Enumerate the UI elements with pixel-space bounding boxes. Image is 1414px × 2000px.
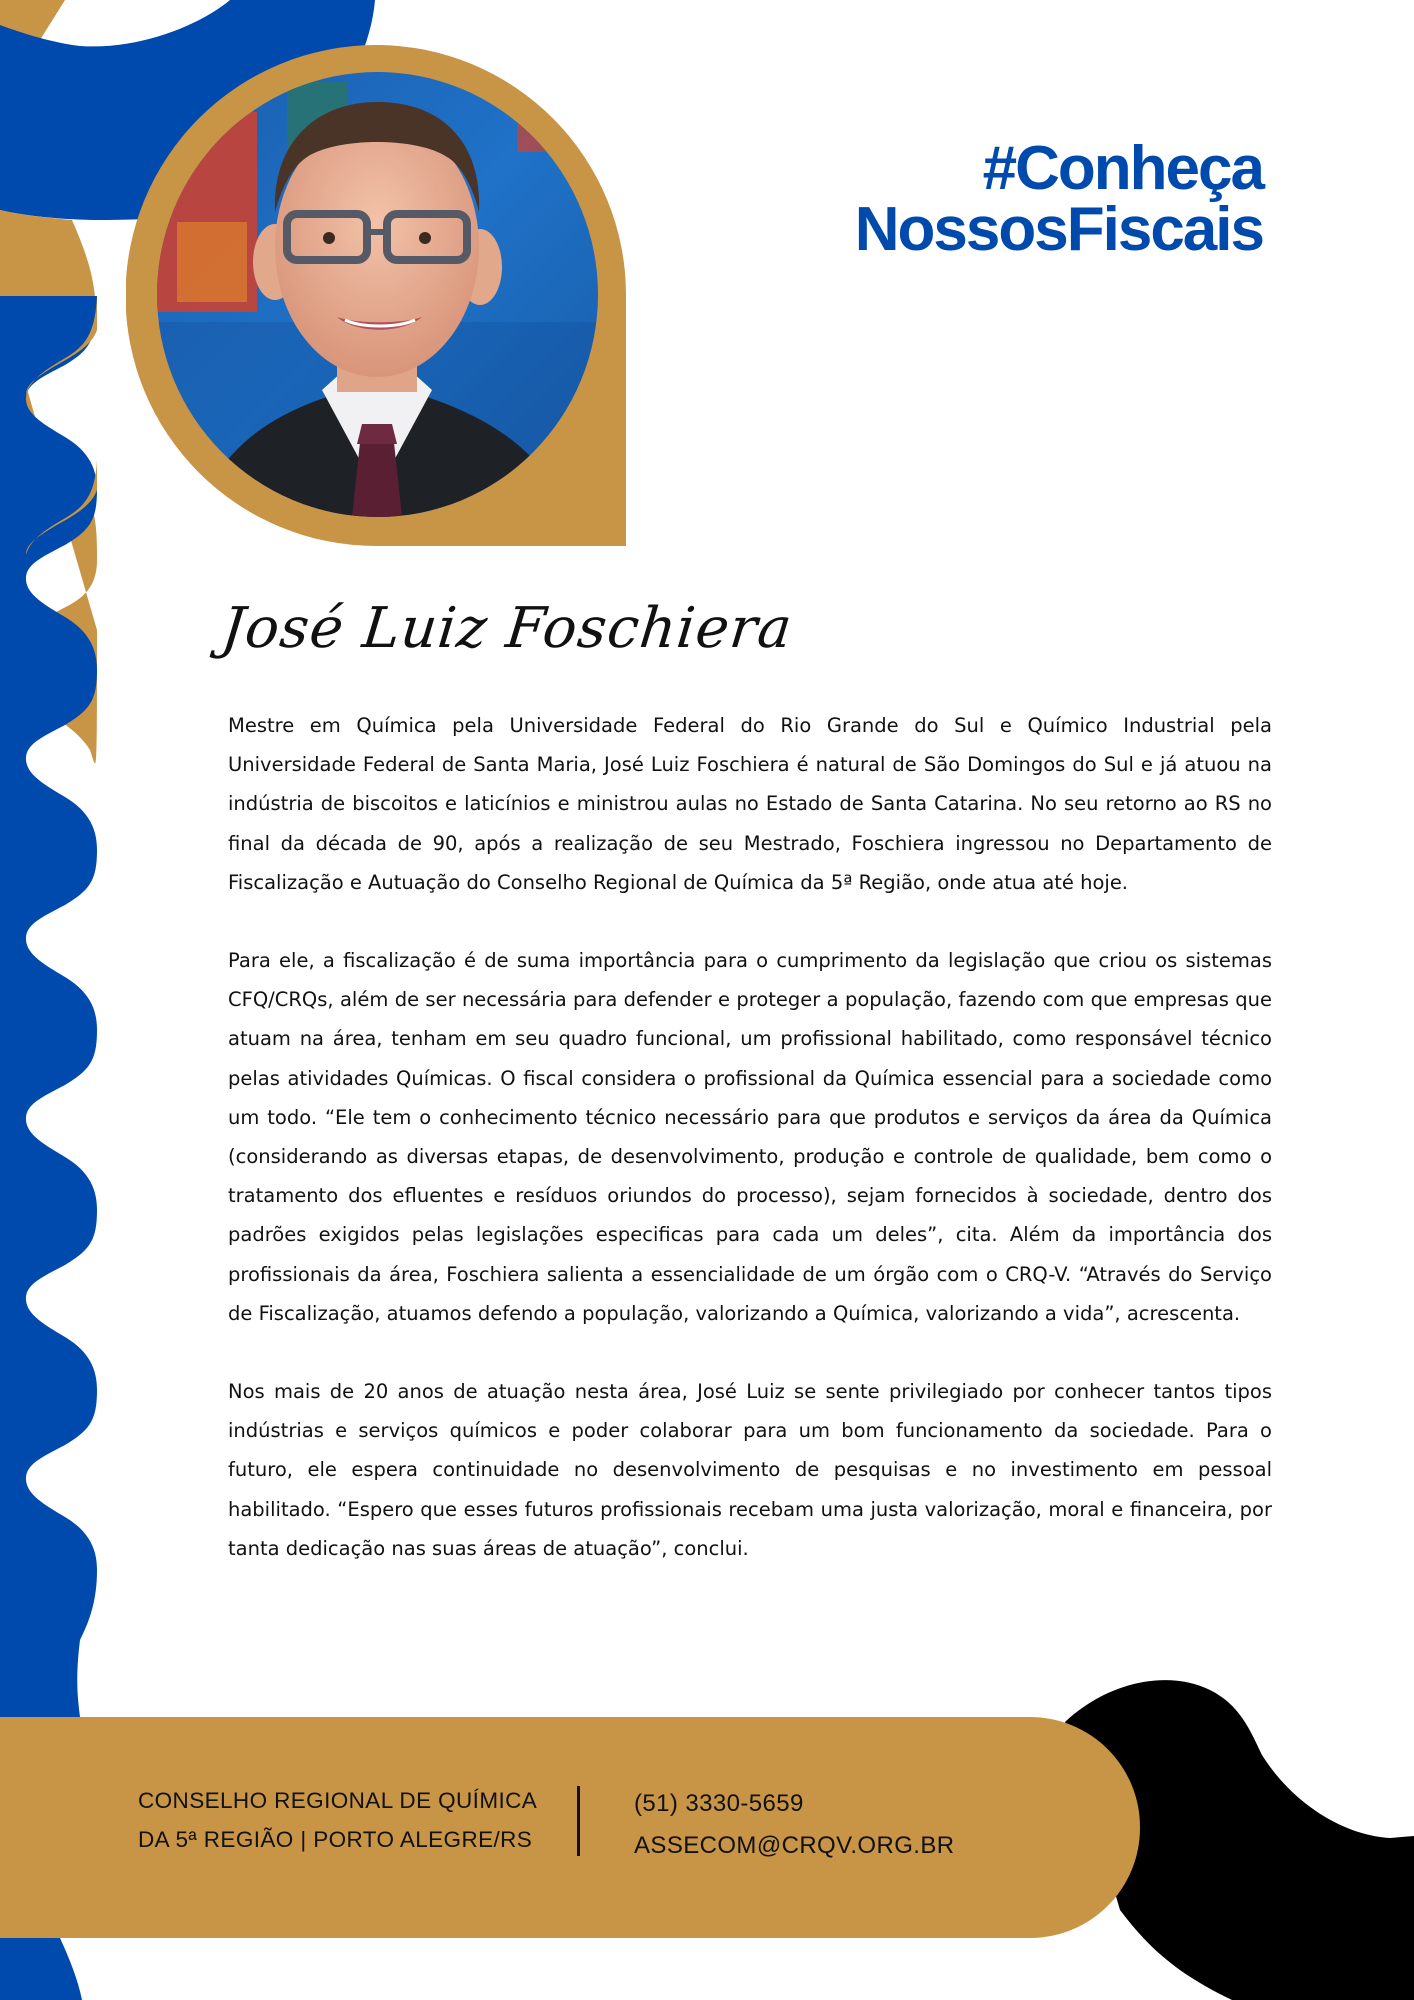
gold-mid-band <box>0 210 95 296</box>
profile-name: José Luiz Foschiera <box>218 596 796 661</box>
bio-paragraph-3: Nos mais de 20 anos de atuação nesta área, José Luiz se sente privilegiado por conhecer tantos tipos indústrias e serviços químicos e poder colaborar para um bom funcionamento da sociedade. Para o futuro, ele espera continuidade no desenvolvimento de pesquisas e no investimento em pessoal habilitado. “Espero que esses futuros profissionais recebam uma justa valorização, moral e financeira, por tanta dedicação nas suas áreas de atuação”, conclui. <box>228 1380 1272 1560</box>
footer-phone[interactable]: (51) 3330-5659 <box>634 1790 804 1817</box>
footer-organization <box>138 1781 537 1859</box>
footer-contact <box>634 1783 954 1867</box>
page-title <box>854 134 1263 264</box>
footer-divider <box>577 1786 580 1856</box>
bio-text <box>228 706 1272 1607</box>
blue-wavy-band <box>0 296 97 1717</box>
footer-email[interactable]: ASSECOM@CRQV.ORG.BR <box>634 1832 955 1859</box>
portrait-illustration <box>157 72 598 517</box>
title-line-1: #Conheça <box>982 134 1263 203</box>
blue-bottom-tail <box>0 1938 82 2000</box>
bio-paragraph-1: Mestre em Química pela Universidade Federal do Rio Grande do Sul e Químico Industrial pela Universidade Federal de Santa Maria, José Luiz Foschiera é natural de São Domingos do Sul e já atuou na indústria de biscoitos e laticínios e ministrou aulas no Estado de Santa Catarina. No seu retorno ao RS no final da década de 90, após a realização de seu Mestrado, Foschiera ingressou no Departamento de Fiscalização e Autuação do Conselho Regional de Química da 5ª Região, onde atua até hoje. <box>228 714 1272 894</box>
footer-org-line-1: CONSELHO REGIONAL DE QUÍMICA <box>138 1788 538 1813</box>
bio-paragraph-2: Para ele, a fiscalização é de suma importância para o cumprimento da legislação que criou os sistemas CFQ/CRQs, além de ser necessária para defender e proteger a população, fazendo com que empresas que atuam na área, tenham em seu quadro funcional, um profissional habilitado, como responsável técnico pelas atividades Químicas. O fiscal considera o profissional da Química essencial para a sociedade como um todo. “Ele tem o conhecimento técnico necessário para que produtos e serviços da área da Química (considerando as diversas etapas, de desenvolvimento, produção e controle de qualidade, bem como o tratamento dos efluentes e resíduos oriundos do processo), sejam fornecidos à sociedade, dentro dos padrões exigidos pelas legislações especificas para cada um deles”, cita. Além da importância dos profissionais da área, Foschiera salienta a essencialidade de um órgão com o CRQ-V. “Através do Serviço de Fiscalização, atuamos defendo a população, valorizando a Química, valorizando a vida”, acrescenta. <box>228 949 1272 1325</box>
title-line-2: NossosFiscais <box>854 195 1263 264</box>
profile-photo <box>157 72 598 517</box>
footer-org-line-2: DA 5ª REGIÃO | PORTO ALEGRE/RS <box>138 1827 533 1852</box>
